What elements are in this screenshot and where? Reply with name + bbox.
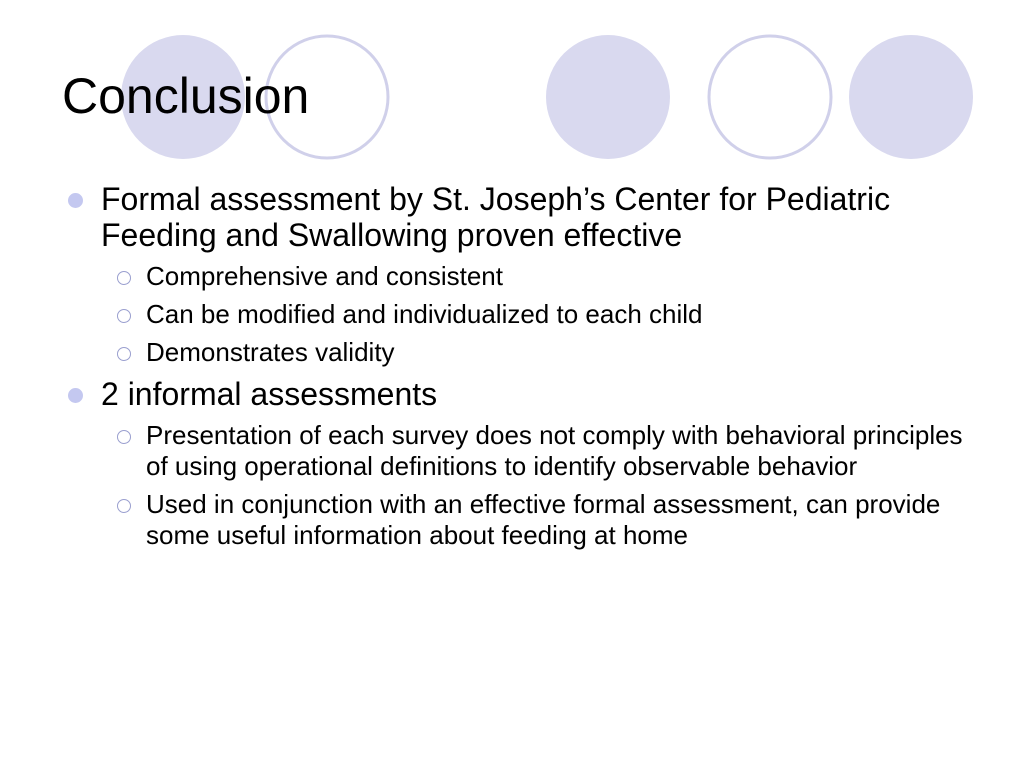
hollow-circle-bullet-icon bbox=[117, 309, 131, 323]
hollow-circle-bullet-icon bbox=[117, 271, 131, 285]
bullet-level2-item bbox=[66, 299, 966, 330]
bullet-list bbox=[66, 181, 966, 558]
circle-filled-2 bbox=[546, 35, 670, 159]
bullet-level2-item bbox=[66, 337, 966, 368]
slide-title: Conclusion bbox=[62, 68, 310, 124]
bullet-level2-item bbox=[66, 420, 966, 482]
bullet-level2-item bbox=[66, 489, 966, 551]
circle-filled-3 bbox=[849, 35, 973, 159]
hollow-circle-bullet-icon bbox=[117, 430, 131, 444]
filled-circle-bullet-icon bbox=[68, 193, 83, 208]
bullet-text: Formal assessment by St. Joseph’s Center for Pediatric Feeding and Swallowing proven effective bbox=[101, 181, 891, 253]
sub-bullet-text: Presentation of each survey does not comply with behavioral principles of using operational definitions to identify observable behavior bbox=[146, 420, 963, 481]
sub-bullet-text: Can be modified and individualized to each child bbox=[146, 299, 703, 329]
filled-circle-bullet-icon bbox=[68, 388, 83, 403]
bullet-level2-item bbox=[66, 261, 966, 292]
hollow-circle-bullet-icon bbox=[117, 347, 131, 361]
bullet-level1-item bbox=[66, 181, 966, 253]
bullet-level1-item bbox=[66, 376, 966, 412]
sub-bullet-text: Demonstrates validity bbox=[146, 337, 395, 367]
hollow-circle-bullet-icon bbox=[117, 499, 131, 513]
sub-bullet-text: Comprehensive and consistent bbox=[146, 261, 503, 291]
bullet-text: 2 informal assessments bbox=[101, 376, 438, 412]
circle-outline-2 bbox=[709, 36, 831, 158]
sub-bullet-text: Used in conjunction with an effective formal assessment, can provide some useful information about feeding at home bbox=[146, 489, 941, 550]
